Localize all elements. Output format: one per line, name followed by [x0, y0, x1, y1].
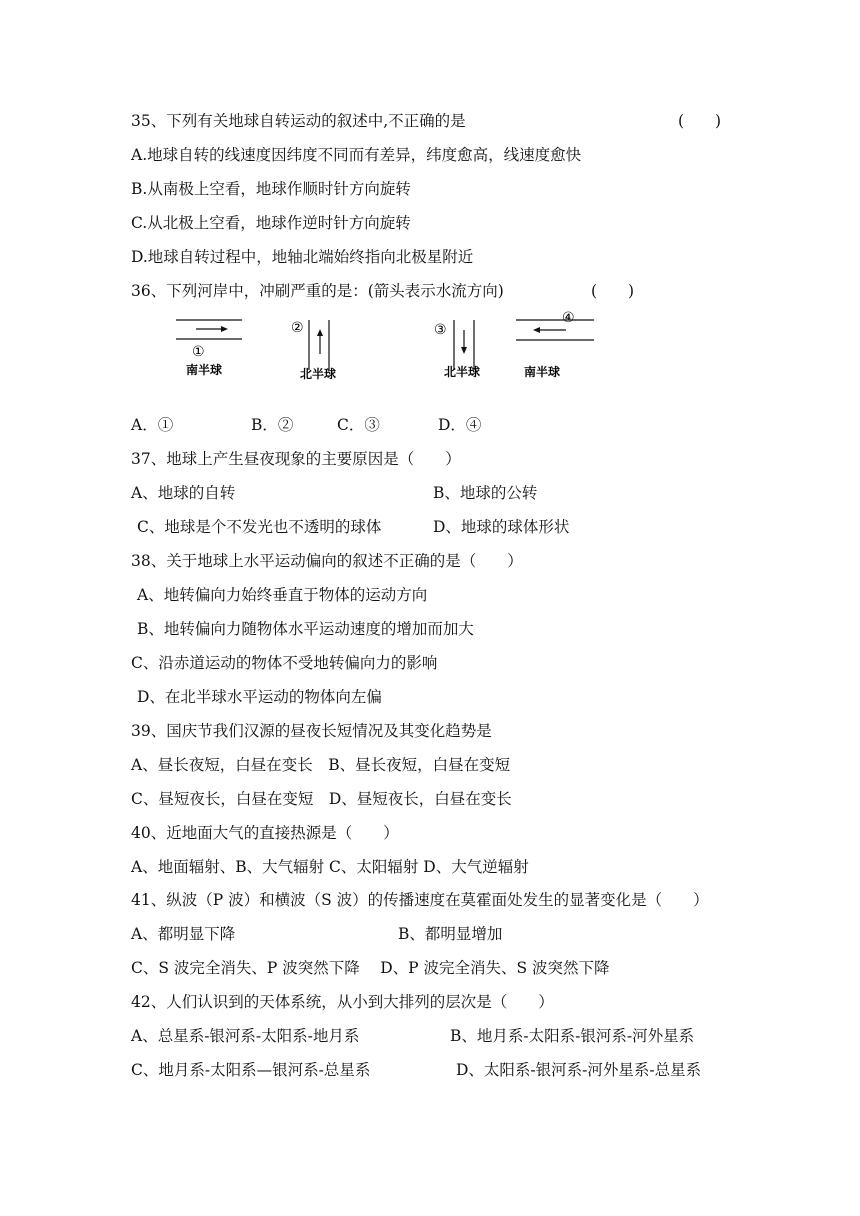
q40-stem: 40、近地面大气的直接热源是（ ）: [131, 824, 399, 842]
q37-option-a: A、地球的自转: [131, 484, 236, 502]
q39-stem: 39、国庆节我们汉源的昼夜长短情况及其变化趋势是: [131, 722, 492, 740]
q41-option-a: A、都明显下降: [131, 925, 236, 943]
q41-stem: 41、纵波（P 波）和横波（S 波）的传播速度在莫霍面处发生的显著变化是（ ）: [131, 891, 709, 909]
q37-option-c: C、地球是个不发光也不透明的球体: [137, 518, 382, 536]
q36-answer-paren: ( ): [591, 282, 635, 300]
q35-option-b: B.从南极上空看，地球作顺时针方向旋转: [131, 180, 411, 198]
q36-option-b: B．②: [251, 416, 294, 434]
q39-options-ab: A、昼长夜短，白昼在变长 B、昼长夜短，白昼在变短: [131, 756, 511, 774]
river-panel-1: [176, 320, 242, 377]
q35-option-a: A.地球自转的线速度因纬度不同而有差异，纬度愈高，线速度愈快: [131, 146, 582, 164]
q36-option-d: D．④: [438, 416, 482, 434]
panel-2-number: ②: [291, 320, 304, 336]
q40-options: A、地面辐射、B、大气辐射 C、太阳辐射 D、大气逆辐射: [131, 858, 529, 876]
q35-answer-paren: ( ): [678, 112, 722, 130]
q38-option-d: D、在北半球水平运动的物体向左偏: [137, 688, 382, 706]
q36-option-c: C．③: [337, 416, 380, 434]
panel-3-label: 北半球: [444, 365, 481, 379]
q37-option-b: B、地球的公转: [433, 484, 538, 502]
panel-2-label: 北半球: [300, 367, 337, 381]
q38-option-b: B、地转偏向力随物体水平运动速度的增加而加大: [137, 620, 474, 638]
panel-1-label: 南半球: [186, 363, 223, 377]
q39-options-cd: C、昼短夜长，白昼在变短 D、昼短夜长，白昼在变长: [131, 790, 512, 808]
river-panel-4: [516, 310, 594, 379]
q36-stem: 36、下列河岸中，冲刷严重的是：(箭头表示水流方向): [131, 282, 504, 300]
river-panel-2: [291, 320, 336, 381]
river-panel-3: [434, 320, 480, 379]
q35-option-c: C.从北极上空看，地球作逆时针方向旋转: [131, 214, 411, 232]
panel-1-number: ①: [192, 344, 205, 360]
q41-option-b: B、都明显增加: [398, 925, 503, 943]
panel-3-number: ③: [434, 322, 447, 338]
q42-option-c: C、地月系-太阳系—银河系-总星系: [131, 1061, 371, 1079]
q37-option-d: D、地球的球体形状: [433, 518, 570, 536]
q37-stem: 37、地球上产生昼夜现象的主要原因是（ ）: [131, 450, 461, 468]
q35-option-d: D.地球自转过程中，地轴北端始终指向北极星附近: [131, 248, 474, 266]
q42-option-a: A、总星系-银河系-太阳系-地月系: [131, 1027, 360, 1045]
q42-option-d: D、太阳系-银河系-河外星系-总星系: [456, 1061, 702, 1079]
q35-stem: 35、下列有关地球自转运动的叙述中,不正确的是: [131, 112, 466, 130]
panel-4-number: ④: [562, 310, 575, 326]
q38-option-c: C、沿赤道运动的物体不受地转偏向力的影响: [131, 654, 438, 672]
q41-options-cd: C、S 波完全消失、P 波突然下降 D、P 波完全消失、S 波突然下降: [131, 959, 610, 977]
q36-option-a: A．①: [131, 416, 174, 434]
q38-option-a: A、地转偏向力始终垂直于物体的运动方向: [137, 586, 428, 604]
q38-stem: 38、关于地球上水平运动偏向的叙述不正确的是（ ）: [131, 552, 523, 570]
q42-option-b: B、地月系-太阳系-银河系-河外星系: [450, 1027, 695, 1045]
panel-4-label: 南半球: [524, 365, 561, 379]
q42-stem: 42、人们认识到的天体系统，从小到大排列的层次是（ ）: [131, 993, 554, 1011]
river-bank-figure: [170, 310, 610, 390]
